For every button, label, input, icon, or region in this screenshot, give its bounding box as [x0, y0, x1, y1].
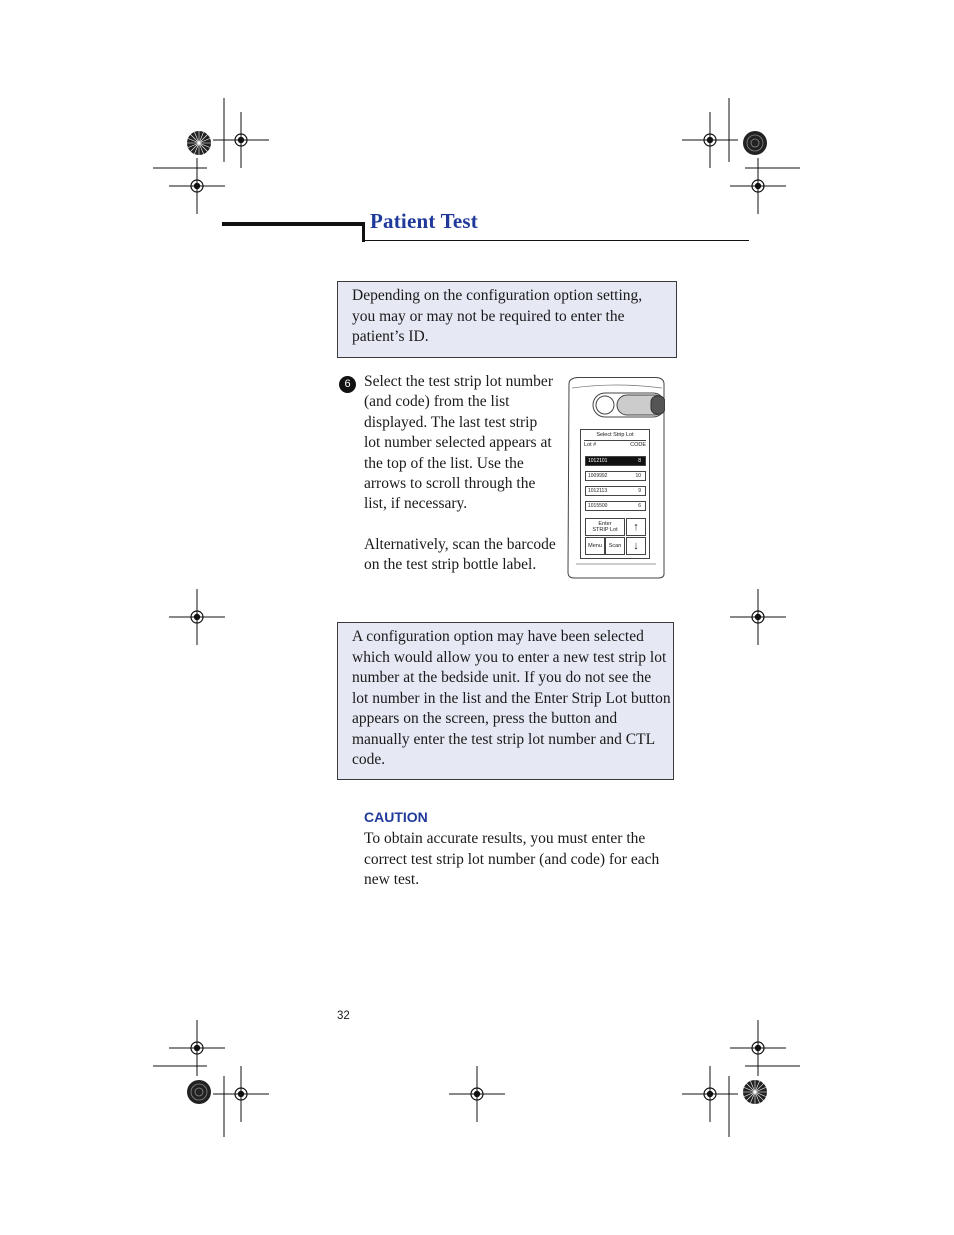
lot-row[interactable] — [585, 486, 646, 496]
screen-title: Select Strip Lot — [596, 432, 634, 438]
lot-row[interactable] — [585, 456, 646, 466]
lot-row[interactable] — [585, 501, 646, 511]
scroll-down-arrow-icon[interactable]: ↓ — [626, 537, 646, 555]
note-config-option: A configuration option may have been selected which would allow you to enter a new test strip lot number at the bedside unit. If you do not see the lot number in the list and the Enter Strip Lot button appears on the screen, press the button and manually enter the test strip lot number and CTL code. — [337, 622, 674, 780]
page-number: 32 — [337, 1010, 350, 1022]
lot-code: 10 — [635, 473, 641, 479]
meter-device-illustration — [566, 376, 665, 580]
scroll-up-arrow-icon[interactable]: ↑ — [626, 518, 646, 536]
lot-code: 8 — [638, 458, 641, 464]
lot-row[interactable] — [585, 471, 646, 481]
header-rule-thick — [222, 222, 365, 226]
step-paragraph-scan: Alternatively, scan the barcode on the test strip bottle label. — [364, 535, 556, 574]
page-title: Patient Test — [370, 209, 478, 233]
scan-button[interactable]: Scan — [605, 537, 625, 555]
lot-code: 6 — [638, 503, 641, 509]
lot-number: 1012113 — [588, 488, 608, 494]
header-rule-thin — [362, 240, 749, 241]
step-number-badge: 6 — [339, 376, 356, 393]
enter-strip-lot-label-2: STRIP Lot — [592, 527, 618, 533]
step-instructions — [364, 372, 556, 596]
column-lot: Lot # — [584, 442, 597, 448]
lot-number: 1012101 — [588, 458, 608, 464]
lot-number: 1009992 — [588, 473, 608, 479]
step-paragraph-select: Select the test strip lot number (and code) from the list displayed. The last test strip lot number selected appears at the top of the list. Use the arrows to scroll through the list, if necessary. — [364, 373, 553, 513]
lot-code: 9 — [638, 488, 641, 494]
caution-text: To obtain accurate results, you must enter the correct test strip lot number (and code) for each new test. — [364, 830, 660, 888]
enter-strip-lot-label-1: Enter — [598, 521, 612, 527]
column-code: CODE — [630, 442, 646, 448]
header-rule-step — [362, 222, 365, 242]
menu-button[interactable]: Menu — [585, 537, 605, 555]
meter-screen — [580, 429, 650, 559]
screen-column-header — [584, 440, 646, 450]
enter-strip-lot-button[interactable] — [585, 518, 625, 536]
lot-number: 1015500 — [588, 503, 608, 509]
caution-label: CAUTION — [364, 809, 428, 825]
note-patient-id: Depending on the configuration option setting, you may or may not be required to enter the patient’s ID. — [337, 281, 677, 358]
